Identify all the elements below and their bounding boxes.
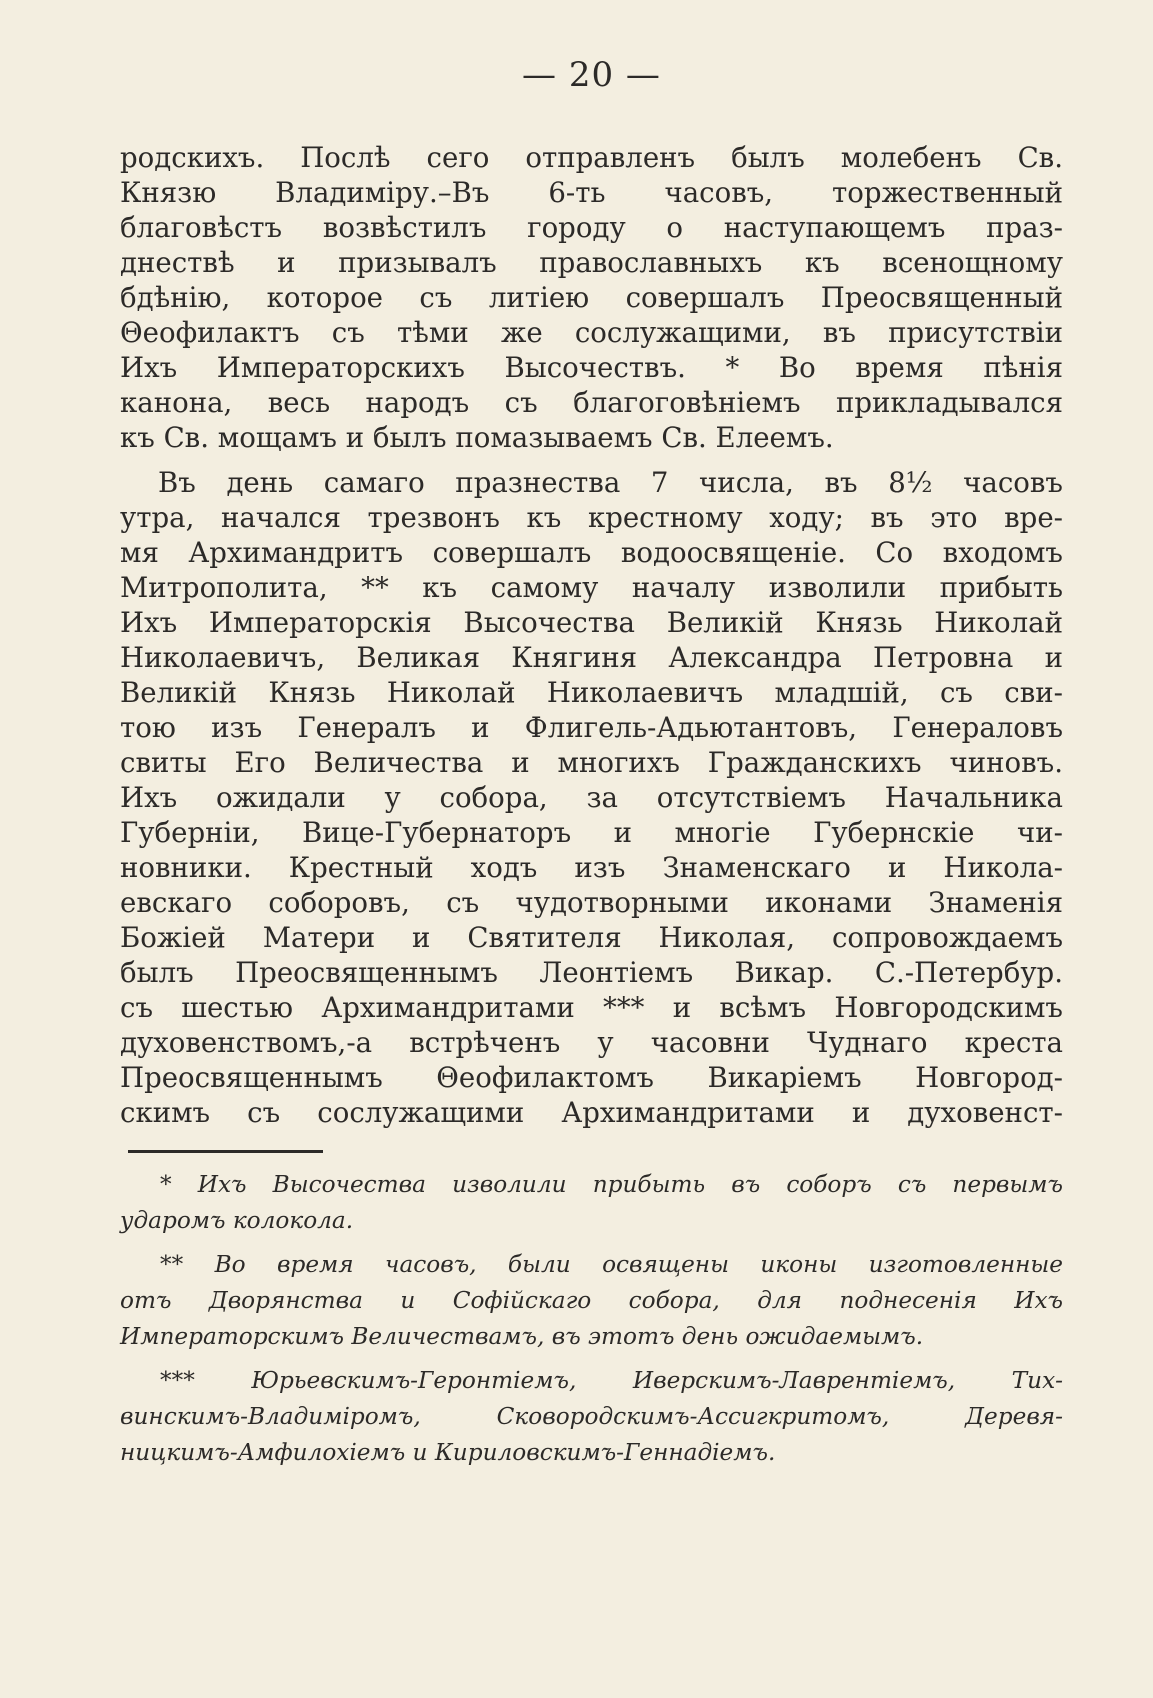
main-text [120,140,1063,1130]
text-line: скимъ съ сослужащими Архимандритами и духовенст- [120,1096,1063,1129]
footnote-divider [128,1150,323,1153]
footnote-line: ницкимъ-Амфилохіемъ и Кириловскимъ-Геннадіемъ. [120,1439,776,1466]
text-line: Θеофилактъ съ тѣми же сослужащими, въ присутствіи [120,316,1063,349]
text-line: Ихъ Императорскія Высочества Великій Князь Николай [120,606,1063,639]
text-line: Преосвященнымъ Θеофилактомъ Викаріемъ Новгород- [120,1061,1063,1094]
text-line: новники. Крестный ходъ изъ Знаменскаго и Никола- [120,851,1063,884]
footnote-line: винскимъ-Владиміромъ, Сковородскимъ-Ассигкритомъ, Деревя- [120,1403,1063,1430]
text-line: бдѣнію, которое съ литіею совершалъ Преосвященный [120,281,1063,314]
text-line: Губерніи, Вице-Губернаторъ и многіе Губернскіе чи- [120,816,1063,849]
text-line: Николаевичъ, Великая Княгиня Александра Петровна и [120,641,1063,674]
footnote-line: *** Юрьевскимъ-Геронтіемъ, Иверскимъ-Лаврентіемъ, Тих- [160,1367,1063,1394]
text-line: мя Архимандритъ совершалъ водоосвященіе. Со входомъ [120,536,1063,569]
text-line: Митрополита, ** къ самому началу изволили прибыть [120,571,1063,604]
page-number: — 20 — [522,55,661,95]
text-line: тою изъ Генералъ и Флигель-Адьютантовъ, Генераловъ [120,711,1063,744]
text-line: утра, начался трезвонъ къ крестному ходу; въ это вре- [120,501,1063,534]
footnote-line: ** Во время часовъ, были освящены иконы изготовленные [160,1251,1063,1278]
text-line: съ шестью Архимандритами *** и всѣмъ Новгородскимъ [120,991,1063,1024]
paragraph [120,465,1063,1130]
text-line: Великій Князь Николай Николаевичъ младшій, съ сви- [120,676,1063,709]
text-line: Ихъ ожидали у собора, за отсутствіемъ Начальника [120,781,1063,814]
text-line: Въ день самаго празнества 7 числа, въ 8½ часовъ [158,466,1063,499]
footnote-line: Императорскимъ Величествамъ, въ этотъ день ожидаемымъ. [120,1323,924,1350]
paragraph [120,140,1063,455]
text-line: канона, весь народъ съ благоговѣніемъ прикладывался [120,386,1063,419]
text-line: благовѣстъ возвѣстилъ городу о наступающемъ праз- [120,211,1063,244]
text-line: Божіей Матери и Святителя Николая, сопровождаемъ [120,921,1063,954]
footnote-line: ударомъ колокола. [120,1207,354,1234]
text-line: къ Св. мощамъ и былъ помазываемъ Св. Елеемъ. [120,421,834,454]
footnotes [120,1167,1063,1471]
text-line: евскаго соборовъ, съ чудотворными иконами Знаменія [120,886,1063,919]
text-line: Князю Владиміру.–Въ 6-ть часовъ, торжественный [120,176,1063,209]
text-line: духовенствомъ,-а встрѣченъ у часовни Чуднаго креста [120,1026,1063,1059]
footnote [120,1247,1063,1355]
text-line: былъ Преосвященнымъ Леонтіемъ Викар. С.-Петербур. [120,956,1063,989]
text-line: днествѣ и призывалъ православныхъ къ всенощному [120,246,1063,279]
footnote-line: * Ихъ Высочества изволили прибыть въ соборъ съ первымъ [160,1171,1063,1198]
footnote [120,1363,1063,1471]
text-line: Ихъ Императорскихъ Высочествъ. * Во время пѣнія [120,351,1063,384]
text-line: свиты Его Величества и многихъ Гражданскихъ чиновъ. [120,746,1063,779]
footnote [120,1167,1063,1239]
text-line: родскихъ. Послѣ сего отправленъ былъ молебенъ Св. [120,141,1063,174]
footnote-line: отъ Дворянства и Софійскаго собора, для поднесенія Ихъ [120,1287,1063,1314]
